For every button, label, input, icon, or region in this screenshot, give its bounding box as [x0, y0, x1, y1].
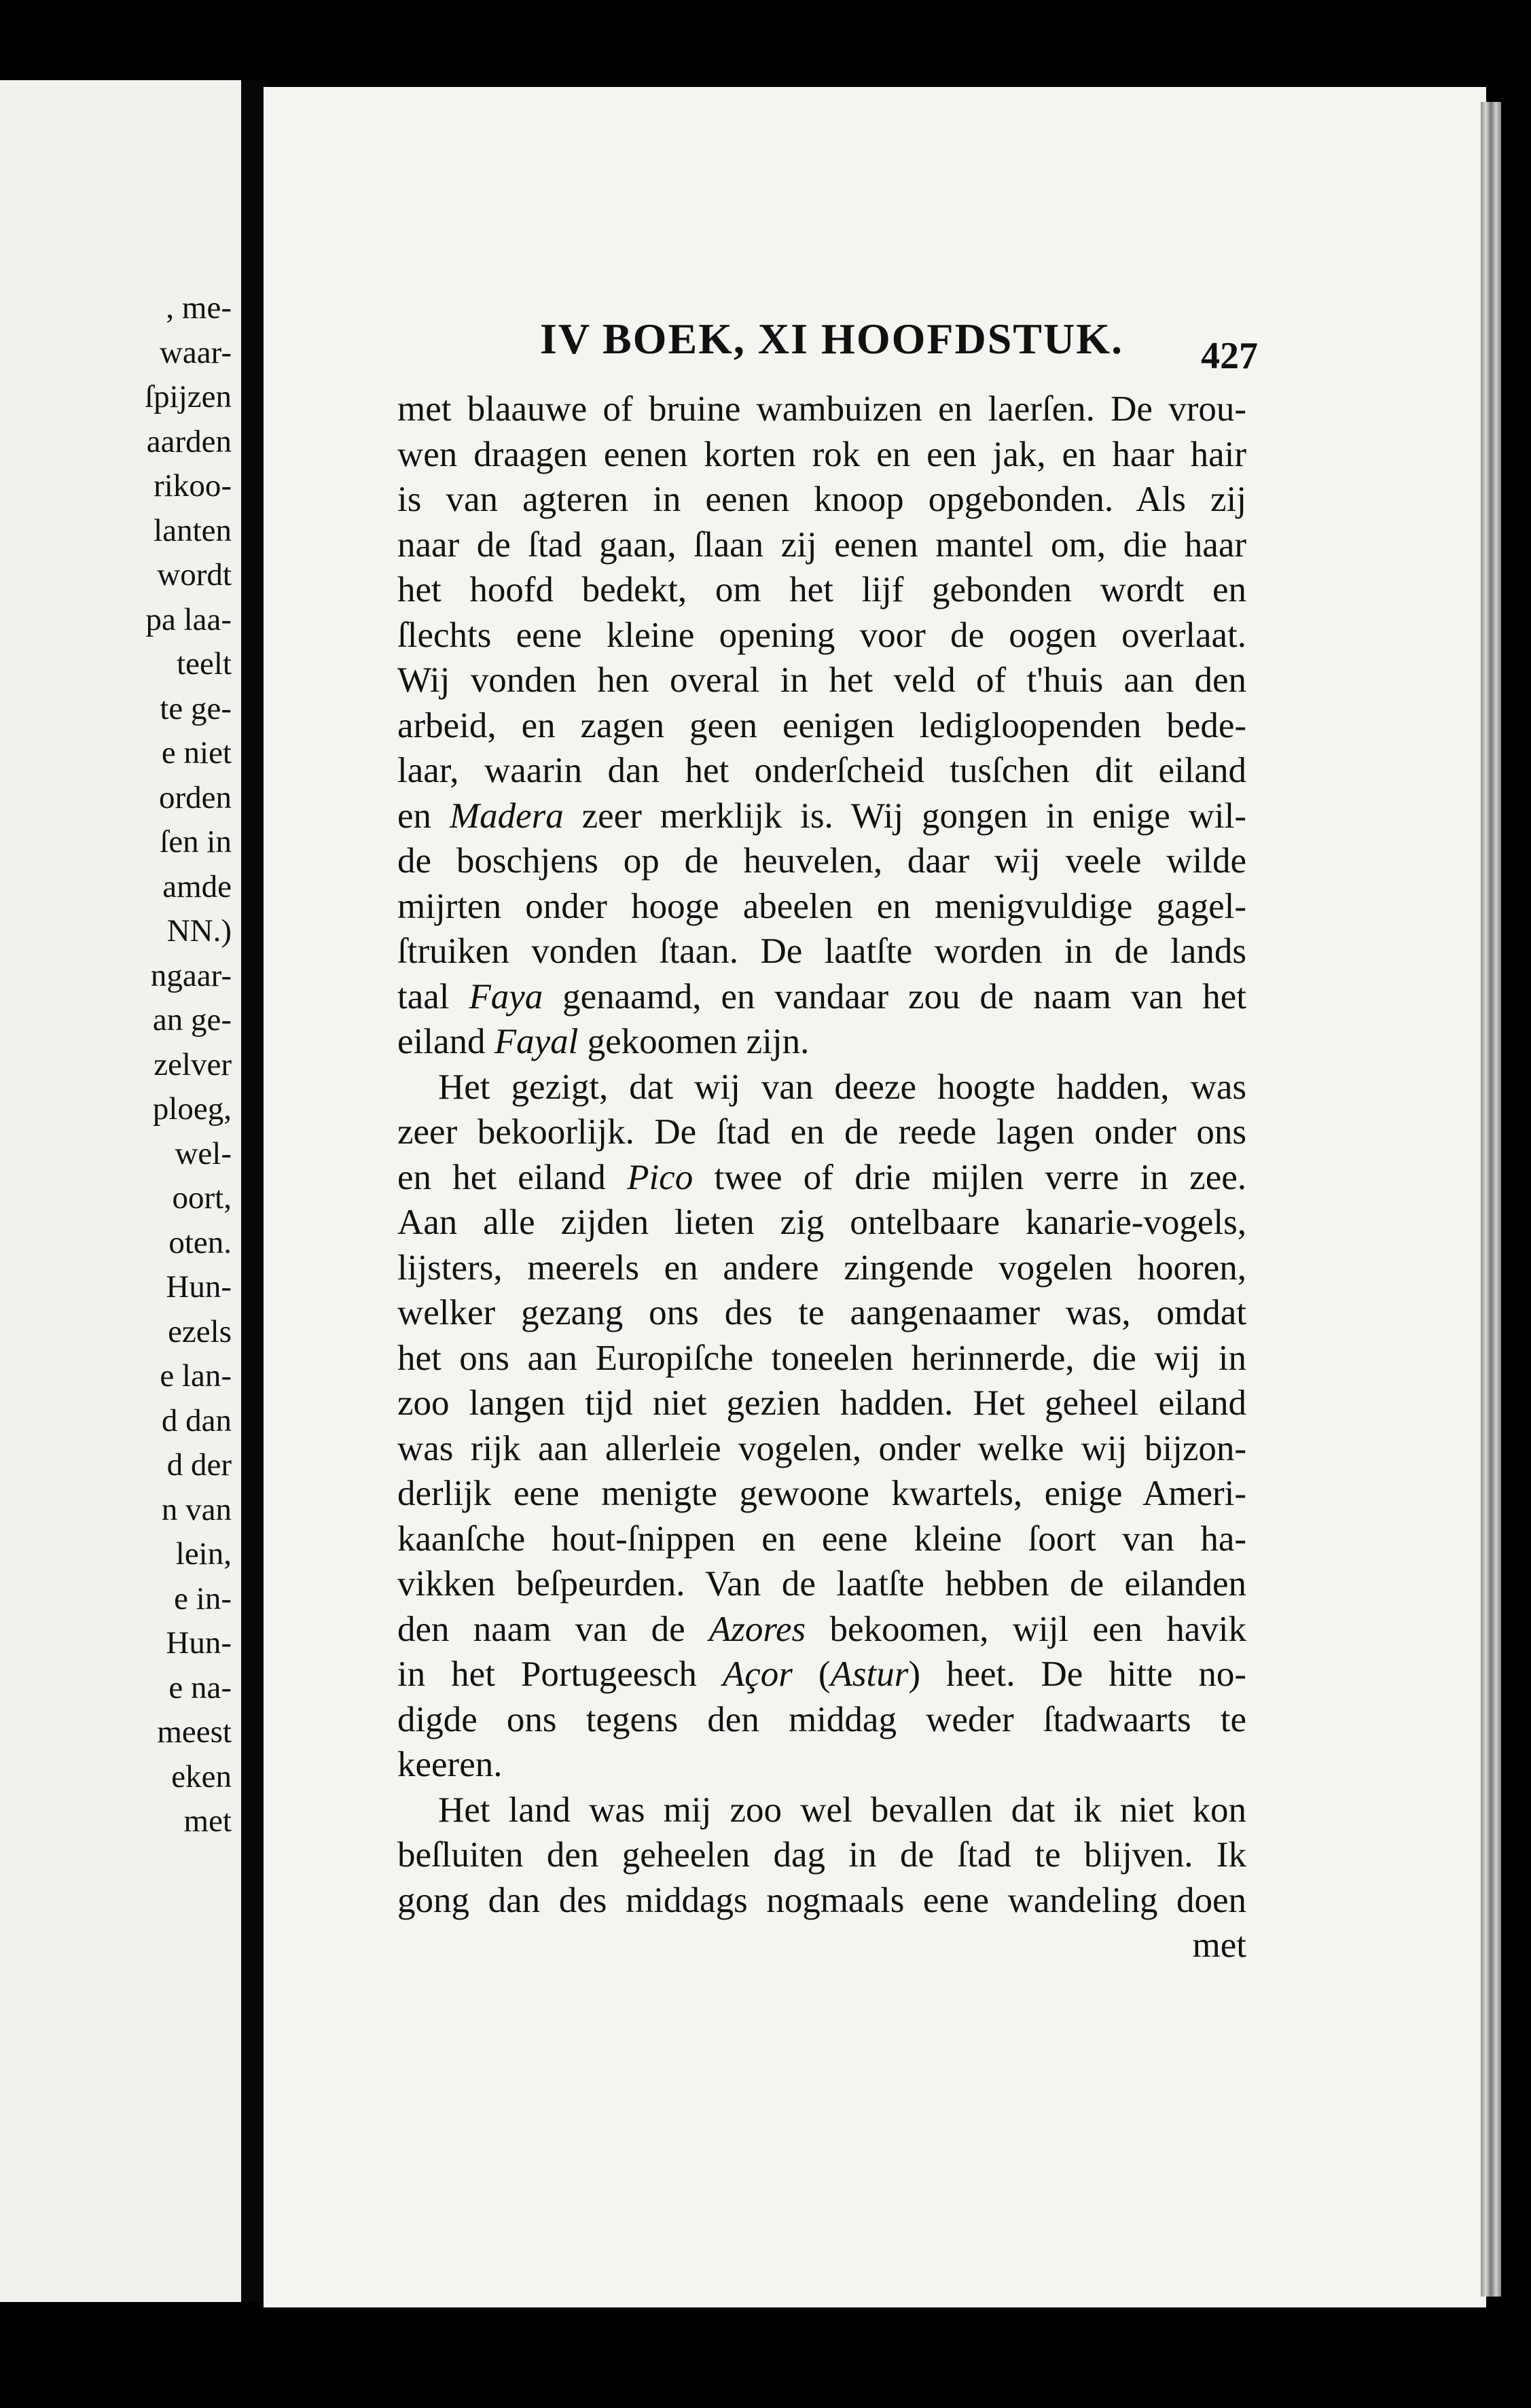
body-line: den naam van de Azores bekoomen, wijl een havik: [397, 1609, 1246, 1649]
left-page-line: met: [183, 1803, 232, 1839]
left-page-line: waar-: [159, 334, 232, 370]
body-line: digde ons tegens den middag weder ſtadwaarts te: [397, 1699, 1246, 1739]
left-page-line: Hun-: [166, 1269, 232, 1305]
left-page-line: an ge-: [152, 1002, 232, 1038]
page-edge: [1481, 102, 1501, 2297]
body-line: het ons aan Europiſche toneelen herinnerde, die wij in: [397, 1338, 1246, 1378]
left-page-line: wel-: [175, 1135, 232, 1171]
left-page-fragment: [0, 80, 241, 2302]
body-line: met: [1192, 1926, 1246, 1965]
body-line: derlijk eene menigte gewoone kwartels, enige Ameri-: [397, 1474, 1246, 1513]
body-line: ſtruiken vonden ſtaan. De laatſte worden in de lands: [397, 932, 1246, 971]
body-line: keeren.: [397, 1745, 503, 1784]
left-page-line: oten.: [168, 1224, 232, 1260]
body-line: Het land was mij zoo wel bevallen dat ik niet kon: [438, 1790, 1246, 1830]
body-line: ſlechts eene kleine opening voor de oogen overlaat.: [397, 615, 1246, 655]
left-page-line: wordt: [157, 557, 232, 592]
left-page-line: orden: [158, 779, 232, 815]
body-line: kaanſche hout-ſnippen en eene kleine ſoort van ha-: [397, 1519, 1246, 1559]
body-line: vikken beſpeurden. Van de laatſte hebben de eilanden: [397, 1564, 1246, 1604]
left-page-line: e niet: [161, 735, 232, 771]
body-line: is van agteren in eenen knoop opgebonden. Als zij: [397, 480, 1246, 519]
left-page-line: , me-: [166, 290, 232, 325]
left-page-line: n van: [161, 1491, 232, 1527]
body-line: lijsters, meerels en andere zingende vogelen hooren,: [397, 1247, 1246, 1288]
left-page-line: ſen in: [160, 824, 232, 860]
left-page-line: Hun-: [166, 1625, 232, 1661]
left-page-line: d der: [166, 1447, 232, 1483]
left-page-line: ſpijzen: [145, 379, 232, 414]
body-line: wen draagen eenen korten rok en een jak, en haar hair: [397, 434, 1246, 474]
left-page-line: ngaar-: [150, 957, 232, 993]
running-head: IV BOEK, XI HOOFDSTUK.: [540, 315, 1123, 363]
left-page-line: lanten: [154, 512, 232, 548]
body-line: naar de ſtad gaan, ſlaan zij eenen mantel om, die haar: [397, 525, 1246, 565]
left-page-line: oort,: [172, 1180, 232, 1216]
left-page-line: rikoo-: [154, 468, 232, 503]
body-line: mijrten onder hooge abeelen en menigvuldige gagel-: [397, 886, 1246, 926]
left-page-line: ploeg,: [152, 1091, 232, 1127]
body-line: Wij vonden hen overal in het veld of t'huis aan den: [397, 660, 1246, 700]
left-page-line: zelver: [154, 1046, 232, 1082]
left-page-line: amde: [162, 868, 232, 904]
left-page-line: lein,: [175, 1536, 232, 1572]
left-page-line: pa laa-: [145, 601, 232, 637]
body-line: zeer bekoorlijk. De ſtad en de reede lagen onder ons: [397, 1112, 1246, 1152]
body-line: welker gezang ons des te aangenaamer was, omdat: [397, 1293, 1246, 1332]
body-line: de boschjens op de heuvelen, daar wij veele wilde: [397, 841, 1246, 881]
left-page-line: teelt: [177, 646, 232, 681]
left-page-line: e na-: [168, 1669, 232, 1705]
body-line: in het Portugeesch Açor (Astur) heet. De hitte no-: [397, 1654, 1246, 1694]
left-page-line: d dan: [161, 1402, 232, 1438]
left-page-line: e in-: [174, 1580, 232, 1616]
body-line: het hoofd bedekt, om het lijf gebonden wordt en: [397, 570, 1246, 609]
page-number: 427: [1201, 335, 1258, 377]
body-line: arbeid, en zagen geen eenigen ledigloopenden bede-: [397, 705, 1246, 745]
body-line: en het eiland Pico twee of drie mijlen verre in zee.: [397, 1157, 1246, 1197]
body-line: was rijk aan allerleie vogelen, onder welke wij bijzon-: [397, 1428, 1246, 1468]
body-line: laar, waarin dan het onderſcheid tusſchen dit eiland: [397, 751, 1246, 790]
body-line: Het gezigt, dat wij van deeze hoogte hadden, was: [438, 1067, 1246, 1107]
left-page-line: te ge-: [160, 690, 232, 726]
body-line: met blaauwe of bruine wambuizen en laerſen. De vrou-: [397, 389, 1246, 429]
left-page-line: e lan-: [160, 1358, 232, 1394]
left-page-line: ezels: [168, 1313, 232, 1349]
left-page-line: NN.): [166, 913, 232, 949]
body-line: gong dan des middags nogmaals eene wandeling doen: [397, 1880, 1246, 1920]
body-line: en Madera zeer merklijk is. Wij gongen in enige wil-: [397, 796, 1247, 836]
left-page-line: aarden: [146, 423, 232, 459]
left-page-line: eken: [171, 1758, 232, 1794]
body-line: zoo langen tijd niet gezien hadden. Het geheel eiland: [397, 1383, 1246, 1423]
body-line: Aan alle zijden lieten zig ontelbaare kanarie-vogels,: [397, 1203, 1246, 1242]
body-line: taal Faya genaamd, en vandaar zou de naam van het: [397, 976, 1246, 1016]
left-page-line: meest: [157, 1714, 232, 1750]
body-line: eiland Fayal gekoomen zijn.: [397, 1022, 810, 1061]
body-line: beſluiten den geheelen dag in de ſtad te blijven. Ik: [397, 1835, 1246, 1875]
